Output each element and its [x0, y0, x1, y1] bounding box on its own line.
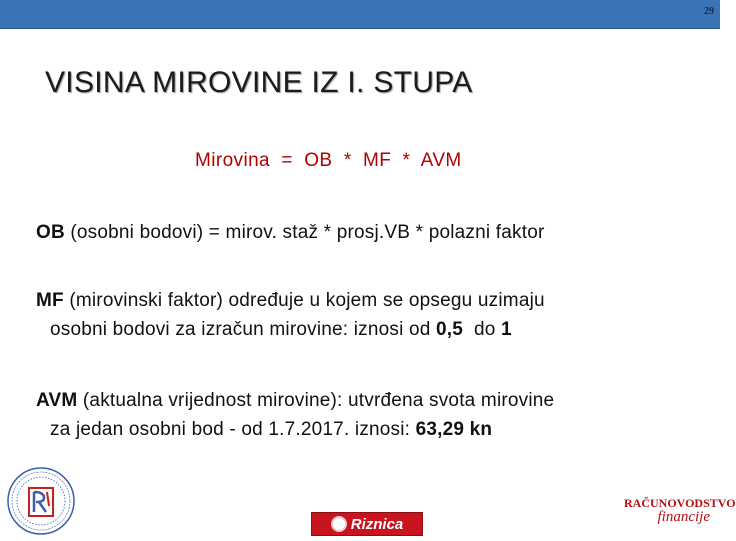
paragraph-avm [36, 386, 554, 444]
mf-line2-wrap [36, 315, 545, 344]
term-ob: OB [36, 222, 65, 243]
racunovodstvo-logo-subtitle: financije [657, 509, 710, 525]
avm-line1: (aktualna vrijednost mirovine): utvrđena svota mirovine [77, 390, 555, 411]
riznica-emblem-icon [331, 516, 347, 532]
seal-icon [6, 466, 76, 536]
formula: Mirovina = OB * MF * AVM [195, 150, 462, 171]
mf-between: do [463, 319, 502, 340]
ob-definition: (osobni bodovi) = mirov. staž * prosj.VB * polazni faktor [64, 222, 545, 243]
term-avm: AVM [36, 390, 78, 411]
page-number: 29 [704, 6, 714, 17]
riznica-logo-text: Riznica [350, 515, 404, 533]
institution-seal-logo [6, 466, 76, 536]
paragraph-ob [36, 218, 545, 247]
slide-title: VISINA MIROVINE IZ I. STUPA [45, 66, 473, 99]
avm-amount: 63,29 kn [415, 419, 493, 440]
mf-line2: osobni bodovi za izračun mirovine: iznosi od [50, 319, 437, 340]
racunovodstvo-logo-title: RAČUNOVODSTVO [624, 496, 736, 510]
mf-line1: (mirovinski faktor) određuje u kojem se opsegu uzimaju [63, 290, 545, 311]
racunovodstvo-logo [624, 496, 736, 536]
riznica-logo [311, 512, 423, 536]
mf-value-to: 1 [501, 319, 512, 340]
top-bar [0, 0, 720, 29]
paragraph-mf [36, 286, 545, 344]
term-mf: MF [36, 290, 64, 311]
avm-line2: za jedan osobni bod - od 1.7.2017. iznosi: [50, 419, 416, 440]
avm-line2-wrap [36, 415, 554, 444]
mf-value-from: 0,5 [436, 319, 464, 340]
